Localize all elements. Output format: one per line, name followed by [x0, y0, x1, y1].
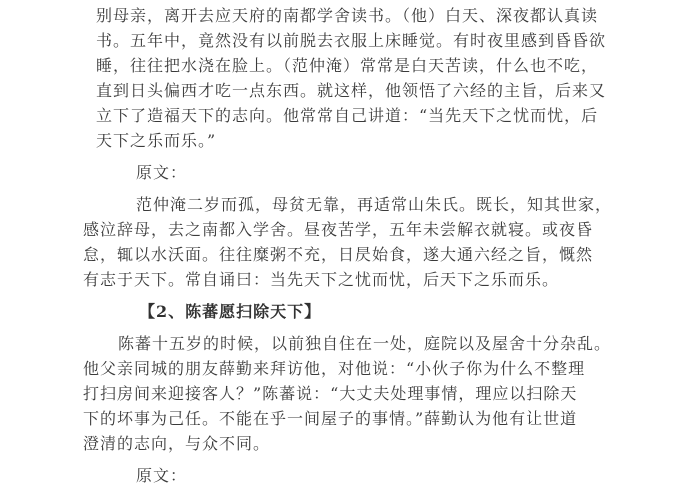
text-line: 原文：: [136, 466, 188, 485]
paragraph-fan-zhongyan-original-text: [83, 192, 690, 292]
text-line: 他父亲同城的朋友薛勤来拜访他，对他说：“小伙子你为什么不整理: [83, 359, 586, 378]
text-line: 立下了造福天下的志向。他常常自己讲道：“当先天下之忧而忧，后: [96, 106, 599, 125]
text-line: 感泣辞母，去之南都入学舍。昼夜苦学，五年未尝解衣就寝。或夜昏: [83, 220, 594, 239]
text-line: 怠，辄以水沃面。往往糜粥不充，日昃始食，遂大通六经之旨，慨然: [83, 245, 594, 264]
paragraph-chen-fan-translation: [83, 331, 690, 456]
text-line: 直到日头偏西才吃一点东西。就这样，他领悟了六经的主旨，后来又: [96, 81, 607, 100]
text-line: 范仲淹二岁而孤，母贫无靠，再适常山朱氏。既长，知其世家，: [136, 195, 613, 214]
text-line: 打扫房间来迎接客人？”陈蕃说：“大丈夫处理事情，理应以扫除天: [83, 384, 578, 403]
text-line: 陈蕃十五岁的时候，以前独自住在一处，庭院以及屋舍十分杂乱。: [118, 334, 612, 353]
label-yuanwen-partial: [83, 463, 690, 488]
text-line: 澄清的志向，与众不同。: [83, 434, 271, 453]
text-line: 别母亲，离开去应天府的南都学舍读书。（他）白天、深夜都认真读: [96, 6, 599, 25]
text-line: 有志于天下。常自诵曰：当先天下之忧而忧，后天下之乐而乐。: [83, 270, 560, 289]
text-line: 原文：: [136, 163, 188, 182]
label-yuanwen: [83, 160, 690, 185]
paragraph-fan-zhongyan-translation-continued: [96, 3, 690, 153]
text-line: 下的坏事为己任。不能在乎一间屋子的事情。”薛勤认为他有让世道: [83, 409, 578, 428]
text-line: 【2、陈蕃愿扫除天下】: [139, 302, 322, 321]
text-line: 天下之乐而乐。”: [96, 131, 217, 150]
section-heading-chen-fan: [83, 299, 690, 324]
text-line: 书。五年中，竟然没有以前脱去衣服上床睡觉。有时夜里感到昏昏欲: [96, 31, 607, 50]
text-line: 睡，往往把水浇在脸上。（范仲淹）常常是白天苦读，什么也不吃，: [96, 56, 599, 75]
